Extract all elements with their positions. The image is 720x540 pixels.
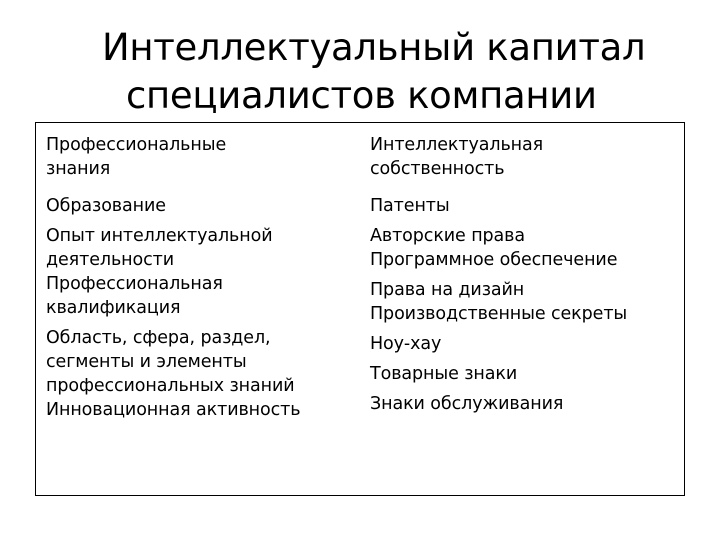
column-professional-knowledge: [46, 123, 366, 422]
slide-title-line-2: специалистов компании: [126, 74, 597, 117]
comparison-table: [35, 122, 685, 496]
list-item: Товарные знаки: [370, 364, 518, 384]
list-item: Патенты: [370, 196, 450, 216]
list-item: Опыт интеллектуальной деятельности Профессиональная квалификация: [46, 226, 273, 318]
list-item: Авторские права Программное обеспечение: [370, 226, 618, 270]
list-item: Область, сфера, раздел, сегменты и элементы профессиональных знаний Инновационная активность: [46, 328, 301, 420]
intellectual-property-list: [370, 194, 682, 416]
list-item: Знаки обслуживания: [370, 394, 564, 414]
column-header-professional-knowledge: Профессиональные знания: [46, 135, 227, 179]
slide-title-line-1: Интеллектуальный капитал: [102, 26, 646, 69]
list-item: Права на дизайн Производственные секреты: [370, 280, 628, 324]
column-header-intellectual-property: Интеллектуальная собственность: [370, 135, 544, 179]
column-intellectual-property: [370, 123, 682, 416]
list-item: Ноу-хау: [370, 334, 442, 354]
slide-title: [0, 24, 720, 120]
list-item: Образование: [46, 196, 166, 216]
professional-knowledge-list: [46, 194, 366, 422]
